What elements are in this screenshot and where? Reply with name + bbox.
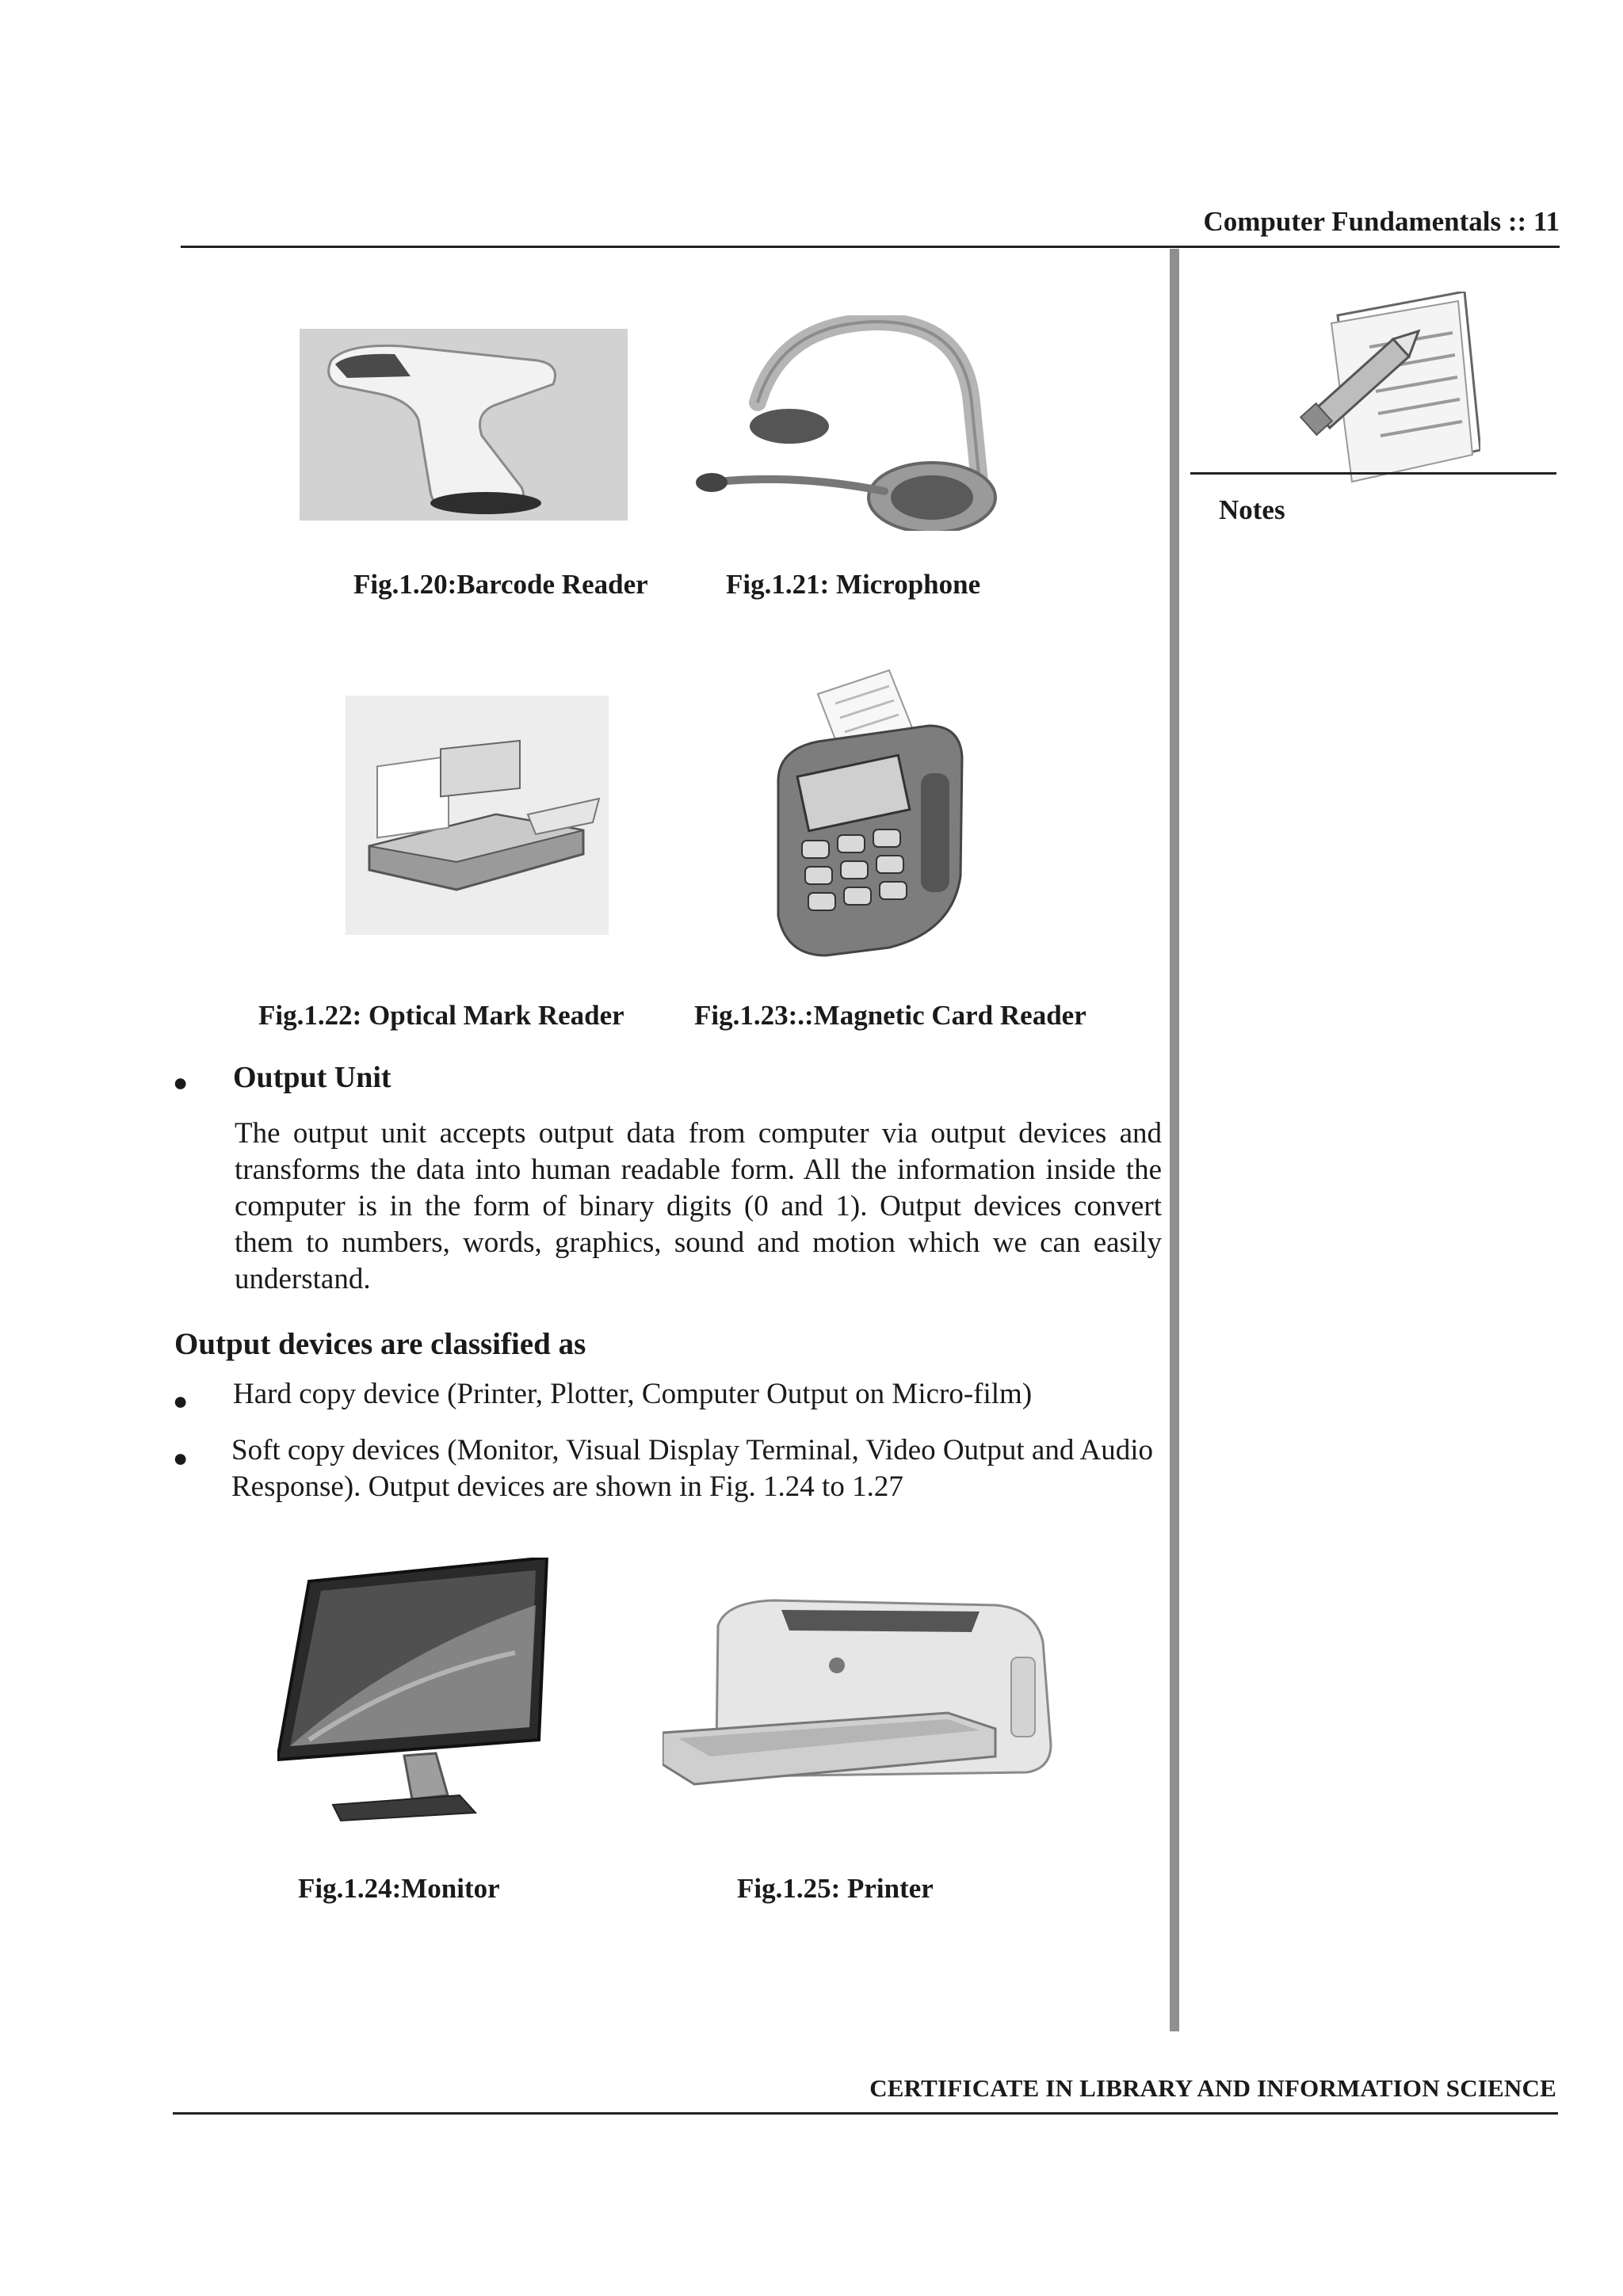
figure-caption: Fig.1.23:.:Magnetic Card Reader: [694, 1000, 1086, 1031]
output-unit-paragraph: The output unit accepts output data from computer via output devices and transforms the data into human readable form. All the information inside the computer is in the form of binary digits (0 and 1). Output devices convert them to numbers, words, graphics, sound and motion which we can easily understand.: [235, 1117, 1162, 1295]
margin-bar: [1170, 249, 1179, 2031]
notes-label: Notes: [1219, 494, 1285, 525]
optical-mark-reader-image: [346, 696, 609, 935]
barcode-reader-image: [300, 329, 628, 521]
notepad-pencil-icon: [1282, 292, 1480, 490]
list-item: Hard copy device (Printer, Plotter, Computer Output on Micro-film): [233, 1378, 1033, 1410]
bullet: ●: [173, 1444, 189, 1472]
figure-caption: Fig.1.22: Optical Mark Reader: [258, 1000, 624, 1031]
monitor-image: [277, 1558, 556, 1827]
footer-course-title: CERTIFICATE IN LIBRARY AND INFORMATION SCIENCE: [869, 2074, 1556, 2102]
classification-heading: Output devices are classified as: [174, 1327, 586, 1361]
running-head: Computer Fundamentals :: 11: [1203, 206, 1560, 237]
figure-caption: Fig.1.20:Barcode Reader: [353, 569, 648, 600]
list-item: Soft copy devices (Monitor, Visual Display Terminal, Video Output and Audio Response). Output devices are shown in Fig. 1.24 to 1.27: [231, 1434, 1154, 1503]
microphone-headset-image: [694, 315, 1021, 531]
figure-caption: Fig.1.25: Printer: [737, 1873, 934, 1904]
notes-rule: [1190, 472, 1556, 475]
header-rule: [181, 246, 1560, 248]
output-unit-heading: Output Unit: [233, 1061, 391, 1094]
magnetic-card-reader-image: [731, 662, 973, 957]
bullet: ●: [173, 1068, 189, 1097]
footer-rule: [173, 2112, 1558, 2115]
printer-image: [663, 1594, 1060, 1795]
bullet: ●: [173, 1386, 189, 1415]
figure-caption: Fig.1.21: Microphone: [726, 569, 981, 600]
figure-caption: Fig.1.24:Monitor: [298, 1873, 500, 1904]
